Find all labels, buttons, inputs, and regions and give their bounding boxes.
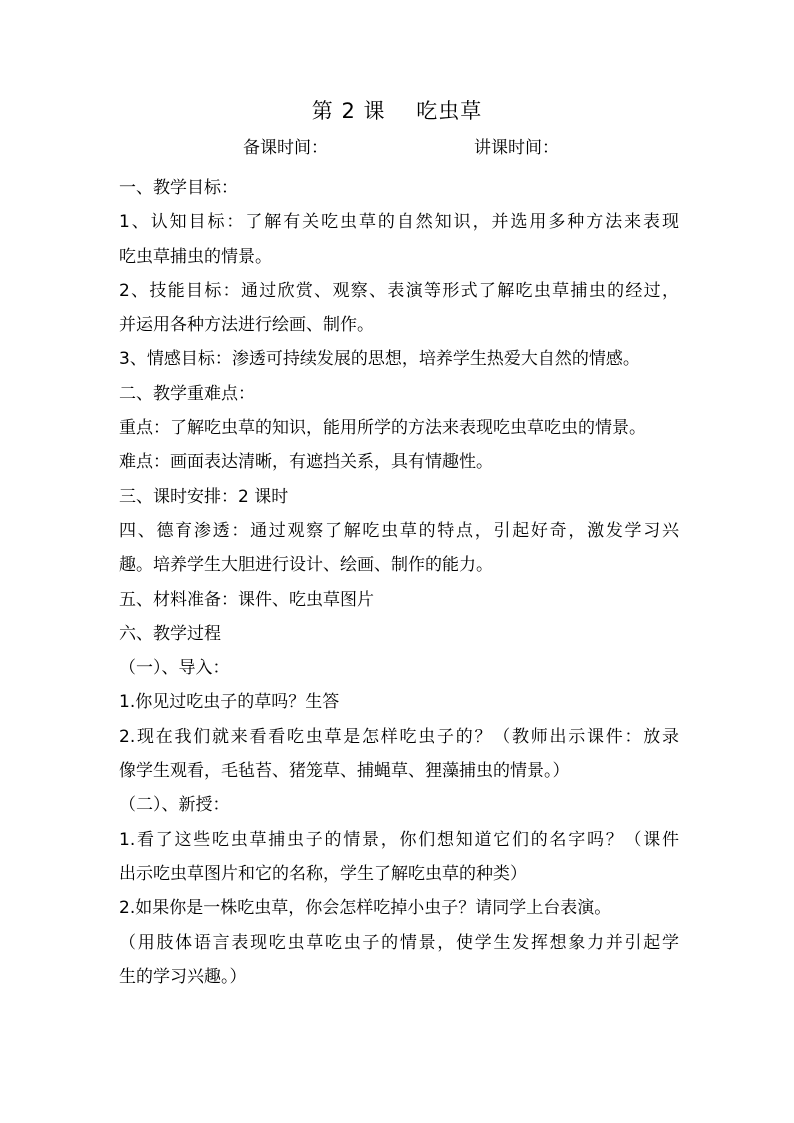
section-heading-schedule: 三、课时安排：2 课时	[119, 486, 289, 507]
paragraph-line: （用肢体语言表现吃虫草吃虫子的情景，使学生发挥想象力并引起学	[119, 932, 679, 953]
paragraph-line: 生的学习兴趣。）	[119, 966, 247, 987]
section-heading-objectives: 一、教学目标：	[119, 178, 238, 198]
paragraph-line: 像学生观看，毛毡苔、猪笼草、捕蝇草、狸藻捕虫的情景。）	[119, 761, 570, 782]
paragraph-line: 2.如果你是一株吃虫草，你会怎样吃掉小虫子？请同学上台表演。	[119, 898, 612, 919]
lesson-body	[119, 171, 679, 994]
prep-time-label: 备课时间：	[243, 138, 328, 158]
paragraph-line: 3、情感目标：渗透可持续发展的思想，培养学生热爱大自然的情感。	[119, 349, 640, 370]
section-heading-key-points: 二、教学重难点：	[119, 383, 255, 404]
paragraph-line: 四、德育渗透：通过观察了解吃虫草的特点，引起好奇，激发学习兴	[119, 520, 679, 541]
paragraph-line: 并运用各种方法进行绘画、制作。	[119, 315, 374, 336]
paragraph-line: 1.看了这些吃虫草捕虫子的情景，你们想知道它们的名字吗？（课件	[119, 829, 679, 850]
paragraph-line: 出示吃虫草图片和它的名称，学生了解吃虫草的种类）	[119, 863, 527, 884]
subsection-heading-new-lesson: （二）、新授：	[119, 795, 230, 816]
paragraph-line: 吃虫草捕虫的情景。	[119, 246, 272, 267]
paragraph-line: 难点：画面表达清晰，有遮挡关系，具有情趣性。	[119, 452, 493, 473]
paragraph-line: 1、认知目标：了解有关吃虫草的自然知识，并选用多种方法来表现	[119, 212, 679, 233]
lesson-title: 第 2 课 吃虫草	[311, 99, 483, 123]
subsection-heading-intro: （一）、导入：	[119, 658, 230, 679]
paragraph-line: 趣。培养学生大胆进行设计、绘画、制作的能力。	[119, 555, 493, 576]
paragraph-line: 2、技能目标：通过欣赏、观察、表演等形式了解吃虫草捕虫的经过，	[119, 280, 679, 301]
paragraph-line: 2.现在我们就来看看吃虫草是怎样吃虫子的？（教师出示课件：放录	[119, 726, 679, 747]
section-heading-materials: 五、材料准备：课件、吃虫草图片	[119, 589, 374, 610]
lecture-time-label: 讲课时间：	[474, 138, 559, 158]
paragraph-line: 重点：了解吃虫草的知识，能用所学的方法来表现吃虫草吃虫的情景。	[119, 418, 646, 439]
paragraph-line: 1.你见过吃虫子的草吗？生答	[119, 692, 340, 713]
section-heading-process: 六、教学过程	[119, 623, 221, 644]
